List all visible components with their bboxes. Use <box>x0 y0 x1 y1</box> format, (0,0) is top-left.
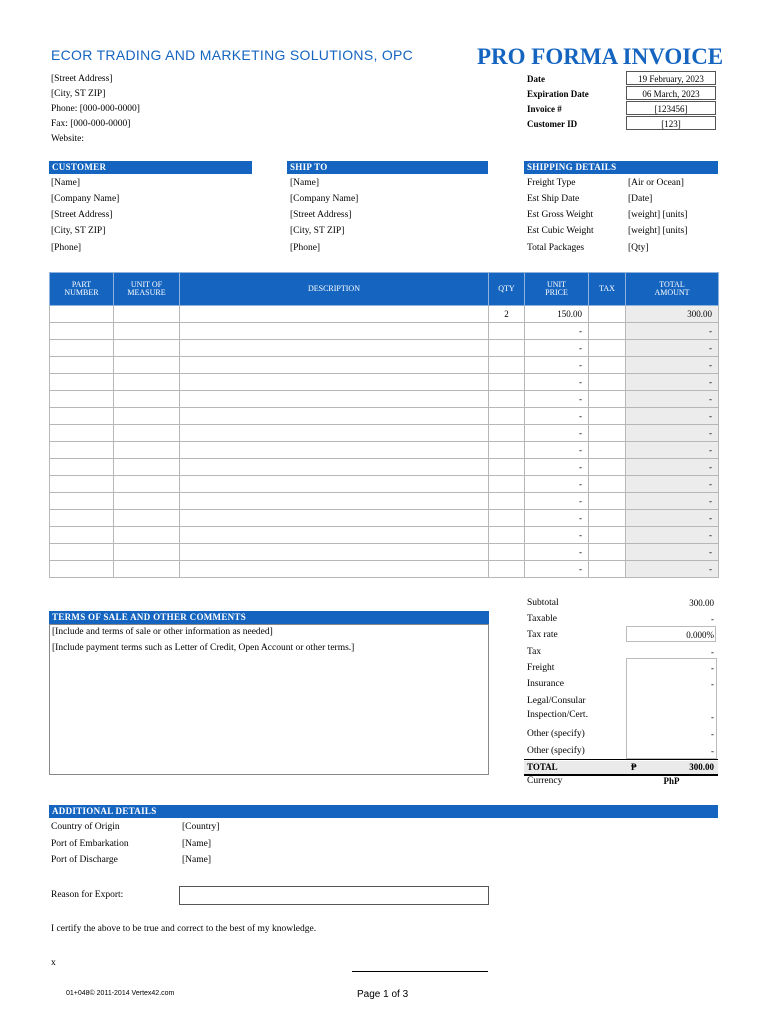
other2-value: - <box>711 746 714 756</box>
tax-cell[interactable] <box>589 408 626 425</box>
other2-label: Other (specify) <box>527 746 585 756</box>
total-amount-cell[interactable]: - <box>626 493 719 510</box>
insurance-label: Insurance <box>527 679 564 689</box>
table-row <box>50 544 719 561</box>
total-amount-cell[interactable]: - <box>626 408 719 425</box>
qty-cell[interactable] <box>489 391 525 408</box>
signature-line[interactable] <box>352 971 488 972</box>
qty-cell[interactable] <box>489 476 525 493</box>
table-header-row <box>50 273 719 306</box>
tax-cell[interactable] <box>589 374 626 391</box>
table-row <box>50 374 719 391</box>
currency-label: Currency <box>527 776 563 786</box>
qty-cell[interactable] <box>489 527 525 544</box>
description-cell[interactable] <box>180 357 489 374</box>
description-cell[interactable] <box>180 442 489 459</box>
unit-of-measure-cell[interactable] <box>114 476 180 493</box>
qty-cell[interactable] <box>489 561 525 578</box>
signature-mark: x <box>51 958 56 968</box>
customer-phone[interactable]: [Phone] <box>51 243 82 253</box>
table-row <box>50 425 719 442</box>
customer-heading: CUSTOMER <box>49 161 252 174</box>
total-amount-cell[interactable]: - <box>626 561 719 578</box>
qty-cell[interactable] <box>489 357 525 374</box>
tax-cell[interactable] <box>589 527 626 544</box>
line-items-table <box>49 272 719 578</box>
col-total-amount: TOTAL AMOUNT <box>626 273 719 306</box>
inspection-label: Inspection/Cert. <box>527 710 588 720</box>
tax-cell[interactable] <box>589 561 626 578</box>
total-packages-value[interactable]: [Qty] <box>628 243 649 253</box>
tax-value: - <box>711 647 714 657</box>
total-amount-cell[interactable]: - <box>626 442 719 459</box>
other1-value: - <box>711 729 714 739</box>
part-number-cell[interactable] <box>50 561 114 578</box>
total-amount-cell[interactable]: - <box>626 340 719 357</box>
description-cell[interactable] <box>180 306 489 323</box>
tax-cell[interactable] <box>589 510 626 527</box>
qty-cell[interactable]: 2 <box>489 306 525 323</box>
unit-price-cell[interactable]: - <box>525 323 589 340</box>
total-amount-cell[interactable]: - <box>626 374 719 391</box>
gross-weight-label: Est Gross Weight <box>527 210 594 220</box>
certification-text: I certify the above to be true and correct to the best of my knowledge. <box>51 924 317 934</box>
unit-of-measure-cell[interactable] <box>114 527 180 544</box>
unit-price-cell[interactable]: - <box>525 476 589 493</box>
ship-to-heading: SHIP TO <box>287 161 488 174</box>
part-number-cell[interactable] <box>50 340 114 357</box>
col-description: DESCRIPTION <box>180 273 489 306</box>
unit-price-cell[interactable]: 150.00 <box>525 306 589 323</box>
description-cell[interactable] <box>180 544 489 561</box>
cubic-weight-label: Est Cubic Weight <box>527 226 594 236</box>
terms-comments-box[interactable] <box>49 624 489 775</box>
unit-price-cell[interactable]: - <box>525 357 589 374</box>
unit-of-measure-cell[interactable] <box>114 391 180 408</box>
unit-of-measure-cell[interactable] <box>114 459 180 476</box>
tax-cell[interactable] <box>589 306 626 323</box>
fax-line: Fax: [000-000-0000] <box>51 119 131 129</box>
total-amount-cell[interactable]: - <box>626 476 719 493</box>
insurance-value: - <box>711 679 714 689</box>
ship-date-label: Est Ship Date <box>527 194 580 204</box>
col-unit-price: UNIT PRICE <box>525 273 589 306</box>
origin-label: Country of Origin <box>51 822 120 832</box>
total-amount-cell[interactable]: - <box>626 323 719 340</box>
tax-cell[interactable] <box>589 544 626 561</box>
customer-company[interactable]: [Company Name] <box>51 194 120 204</box>
qty-cell[interactable] <box>489 459 525 476</box>
part-number-cell[interactable] <box>50 476 114 493</box>
legal-value: - <box>711 712 714 722</box>
ship-to-city[interactable]: [City, ST ZIP] <box>290 226 345 236</box>
total-amount-cell[interactable]: - <box>626 391 719 408</box>
terms-line: [Include and terms of sale or other information as needed] <box>52 627 273 637</box>
total-label: TOTAL <box>527 762 558 772</box>
unit-price-cell[interactable]: - <box>525 510 589 527</box>
table-row <box>50 357 719 374</box>
unit-of-measure-cell[interactable] <box>114 408 180 425</box>
qty-cell[interactable] <box>489 340 525 357</box>
table-row <box>50 459 719 476</box>
invoice-number-label: Invoice # <box>527 104 562 114</box>
part-number-cell[interactable] <box>50 527 114 544</box>
unit-price-cell[interactable]: - <box>525 391 589 408</box>
unit-of-measure-cell[interactable] <box>114 561 180 578</box>
unit-price-cell[interactable]: - <box>525 408 589 425</box>
customer-name[interactable]: [Name] <box>51 178 81 188</box>
qty-cell[interactable] <box>489 323 525 340</box>
date-field[interactable]: 19 February, 2023 <box>626 71 716 85</box>
terms-line: [Include payment terms such as Letter of Credit, Open Account or other terms.] <box>52 643 355 653</box>
discharge-label: Port of Discharge <box>51 855 118 865</box>
tax-cell[interactable] <box>589 340 626 357</box>
unit-of-measure-cell[interactable] <box>114 493 180 510</box>
terms-heading: TERMS OF SALE AND OTHER COMMENTS <box>49 611 489 624</box>
invoice-number-field[interactable]: [123456] <box>626 101 716 115</box>
tax-rate-value: 0.000% <box>686 630 714 640</box>
col-unit-of-measure: UNIT OF MEASURE <box>114 273 180 306</box>
ship-to-street[interactable]: [Street Address] <box>290 210 352 220</box>
customer-city[interactable]: [City, ST ZIP] <box>51 226 106 236</box>
gross-weight-value[interactable]: [weight] [units] <box>628 210 688 220</box>
table-row <box>50 561 719 578</box>
page-number: Page 1 of 3 <box>357 989 409 1000</box>
embarkation-value[interactable]: [Name] <box>182 839 212 849</box>
description-cell[interactable] <box>180 323 489 340</box>
qty-cell[interactable] <box>489 510 525 527</box>
part-number-cell[interactable] <box>50 391 114 408</box>
date-label: Date <box>527 74 545 84</box>
subtotal-value: 300.00 <box>689 598 714 608</box>
unit-of-measure-cell[interactable] <box>114 306 180 323</box>
unit-of-measure-cell[interactable] <box>114 442 180 459</box>
address-line: [City, ST ZIP] <box>51 89 106 99</box>
origin-value[interactable]: [Country] <box>182 822 220 832</box>
description-cell[interactable] <box>180 425 489 442</box>
table-row <box>50 476 719 493</box>
description-cell[interactable] <box>180 527 489 544</box>
currency-value[interactable]: PhP <box>663 776 680 786</box>
part-number-cell[interactable] <box>50 323 114 340</box>
total-amount-cell[interactable]: - <box>626 459 719 476</box>
reason-for-export-field[interactable] <box>179 886 489 905</box>
tax-rate-label: Tax rate <box>527 630 558 640</box>
unit-price-cell[interactable]: - <box>525 544 589 561</box>
part-number-cell[interactable] <box>50 306 114 323</box>
col-qty: QTY <box>489 273 525 306</box>
expiration-date-label: Expiration Date <box>527 89 589 99</box>
company-name: ECOR TRADING AND MARKETING SOLUTIONS, OPC <box>51 47 414 63</box>
col-tax: TAX <box>589 273 626 306</box>
tax-cell[interactable] <box>589 425 626 442</box>
qty-cell[interactable] <box>489 493 525 510</box>
tax-cell[interactable] <box>589 493 626 510</box>
part-number-cell[interactable] <box>50 544 114 561</box>
total-amount-cell[interactable]: - <box>626 357 719 374</box>
total-packages-label: Total Packages <box>527 243 585 253</box>
total-amount-cell[interactable]: 300.00 <box>626 306 719 323</box>
unit-of-measure-cell[interactable] <box>114 510 180 527</box>
total-amount-cell[interactable]: - <box>626 527 719 544</box>
table-row <box>50 306 719 323</box>
website-line: Website: <box>51 134 85 144</box>
unit-price-cell[interactable]: - <box>525 442 589 459</box>
total-divider-top <box>524 759 718 760</box>
part-number-cell[interactable] <box>50 374 114 391</box>
taxable-value: - <box>711 614 714 624</box>
unit-of-measure-cell[interactable] <box>114 357 180 374</box>
col-part-number: PART NUMBER <box>50 273 114 306</box>
description-cell[interactable] <box>180 476 489 493</box>
description-cell[interactable] <box>180 459 489 476</box>
description-cell[interactable] <box>180 340 489 357</box>
qty-cell[interactable] <box>489 544 525 561</box>
tax-cell[interactable] <box>589 357 626 374</box>
unit-of-measure-cell[interactable] <box>114 374 180 391</box>
customer-id-field[interactable]: [123] <box>626 116 716 130</box>
shipping-details-heading: SHIPPING DETAILS <box>524 161 718 174</box>
tax-cell[interactable] <box>589 391 626 408</box>
document-title: PRO FORMA INVOICE <box>477 44 724 69</box>
unit-of-measure-cell[interactable] <box>114 340 180 357</box>
tax-cell[interactable] <box>589 442 626 459</box>
part-number-cell[interactable] <box>50 408 114 425</box>
table-row <box>50 323 719 340</box>
unit-price-cell[interactable]: - <box>525 374 589 391</box>
part-number-cell[interactable] <box>50 510 114 527</box>
phone-line: Phone: [000-000-0000] <box>51 104 140 114</box>
part-number-cell[interactable] <box>50 459 114 476</box>
description-cell[interactable] <box>180 493 489 510</box>
unit-of-measure-cell[interactable] <box>114 323 180 340</box>
total-amount-cell[interactable]: - <box>626 425 719 442</box>
freight-value: - <box>711 663 714 673</box>
discharge-value[interactable]: [Name] <box>182 855 212 865</box>
table-row <box>50 510 719 527</box>
table-row <box>50 391 719 408</box>
part-number-cell[interactable] <box>50 442 114 459</box>
unit-price-cell[interactable]: - <box>525 459 589 476</box>
description-cell[interactable] <box>180 510 489 527</box>
total-value: 300.00 <box>689 762 714 772</box>
tax-cell[interactable] <box>589 476 626 493</box>
unit-of-measure-cell[interactable] <box>114 544 180 561</box>
additional-details-heading: ADDITIONAL DETAILS <box>49 805 718 818</box>
qty-cell[interactable] <box>489 442 525 459</box>
description-cell[interactable] <box>180 408 489 425</box>
description-cell[interactable] <box>180 561 489 578</box>
address-line: [Street Address] <box>51 74 113 84</box>
freight-type-label: Freight Type <box>527 178 576 188</box>
subtotal-label: Subtotal <box>527 598 559 608</box>
tax-cell[interactable] <box>589 323 626 340</box>
ship-to-phone[interactable]: [Phone] <box>290 243 321 253</box>
table-row <box>50 493 719 510</box>
part-number-cell[interactable] <box>50 493 114 510</box>
table-row <box>50 340 719 357</box>
qty-cell[interactable] <box>489 425 525 442</box>
part-number-cell[interactable] <box>50 425 114 442</box>
copyright-text: 01+048© 2011-2014 Vertex42.com <box>66 990 175 997</box>
charges-box[interactable] <box>626 658 717 759</box>
legal-label: Legal/Consular <box>527 696 586 706</box>
table-row <box>50 408 719 425</box>
cubic-weight-value[interactable]: [weight] [units] <box>628 226 688 236</box>
table-row <box>50 527 719 544</box>
currency-symbol: ₱ <box>631 762 637 772</box>
expiration-date-field[interactable]: 06 March, 2023 <box>626 86 716 100</box>
ship-date-value[interactable]: [Date] <box>628 194 653 204</box>
embarkation-label: Port of Embarkation <box>51 839 129 849</box>
freight-type-value[interactable]: [Air or Ocean] <box>628 178 684 188</box>
ship-to-name[interactable]: [Name] <box>290 178 320 188</box>
total-amount-cell[interactable]: - <box>626 544 719 561</box>
part-number-cell[interactable] <box>50 357 114 374</box>
total-amount-cell[interactable]: - <box>626 510 719 527</box>
qty-cell[interactable] <box>489 374 525 391</box>
unit-price-cell[interactable]: - <box>525 493 589 510</box>
tax-label: Tax <box>527 647 542 657</box>
unit-of-measure-cell[interactable] <box>114 425 180 442</box>
unit-price-cell[interactable]: - <box>525 527 589 544</box>
customer-id-label: Customer ID <box>527 119 578 129</box>
tax-cell[interactable] <box>589 459 626 476</box>
unit-price-cell[interactable]: - <box>525 425 589 442</box>
customer-street[interactable]: [Street Address] <box>51 210 113 220</box>
taxable-label: Taxable <box>527 614 557 624</box>
reason-label: Reason for Export: <box>51 890 124 900</box>
unit-price-cell[interactable]: - <box>525 340 589 357</box>
freight-label: Freight <box>527 663 555 673</box>
qty-cell[interactable] <box>489 408 525 425</box>
unit-price-cell[interactable]: - <box>525 561 589 578</box>
table-row <box>50 442 719 459</box>
other1-label: Other (specify) <box>527 729 585 739</box>
description-cell[interactable] <box>180 391 489 408</box>
ship-to-company[interactable]: [Company Name] <box>290 194 359 204</box>
description-cell[interactable] <box>180 374 489 391</box>
